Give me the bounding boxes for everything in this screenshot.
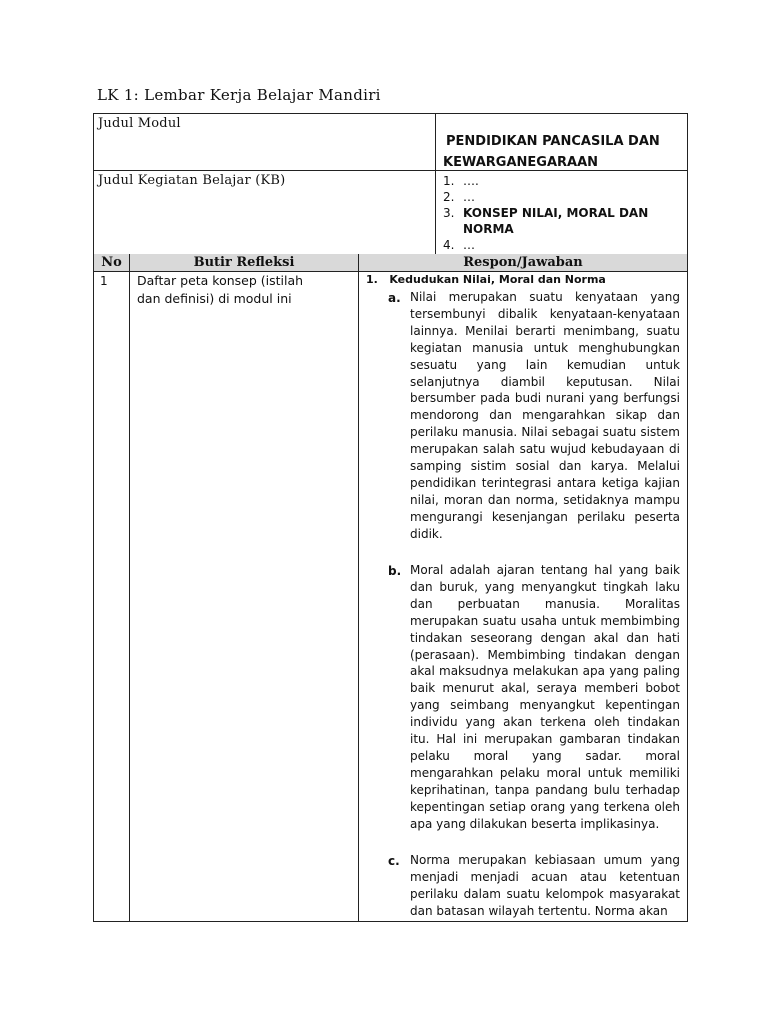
- col-header-item: Butir Refleksi: [193, 255, 295, 270]
- col-divider-item: [358, 254, 359, 922]
- row1-item-line2: dan definisi) di modul ini: [137, 291, 292, 306]
- col-divider-no: [129, 254, 130, 922]
- kb-item-4: 4. …: [443, 238, 475, 252]
- table-border-left: [93, 113, 94, 922]
- row1-item-line1: Daftar peta konsep (istilah: [137, 273, 304, 288]
- point-b-letter: b.: [388, 564, 402, 578]
- kb-label: Judul Kegiatan Belajar (KB): [98, 173, 286, 188]
- point-b-text: Moral adalah ajaran tentang hal yang baik dan buruk, yang menyangkut tingkah laku dan perbuatan manusia. Moralitas merupakan suatu usaha untuk membimbing tindakan seseorang dengan akal dan hati (perasaan). Membimbing tindakan dengan akal maksudnya melakukan apa yang paling baik menurut akal, seraya memberi bobot yang seimbang menyangkut kepentingan individu yang akan terkena oleh tindakan itu. Hal ini merupakan gambaran tindakan pelaku moral yang sadar. moral mengarahkan pelaku moral untuk memiliki keprihatinan, tanpa pandang bulu terhadap kepentingan setiap orang yang terkena oleh apa yang dilakukan beserta implikasinya.: [410, 563, 680, 831]
- module-label: Judul Modul: [98, 116, 181, 131]
- kb-item-3-cont: NORMA: [463, 222, 514, 236]
- table-border-top: [93, 113, 688, 114]
- module-value-line2: KEWARGANEGARAAN: [443, 155, 599, 170]
- page-title: LK 1: Lembar Kerja Belajar Mandiri: [97, 86, 381, 104]
- col-header-no: No: [101, 255, 122, 270]
- header-divider-vertical: [435, 113, 436, 254]
- point-a-text: Nilai merupakan suatu kenyataan yang tersembunyi dibalik kenyataan-kenyataan lainnya. Menilai berarti menimbang, suatu kegiatan manusia untuk menghubungkan sesuatu yang lain kemudian untuk selanjutnya diambil keputusan. Nilai bersumber pada budi nurani yang berfungsi mendorong dan mengarahkan sikap dan perilaku manusia. Nilai sebagai suatu sistem merupakan salah satu wujud kebudayaan di samping sistim sosial dan karya. Melalui pendidikan terintegrasi antara ketiga kajian nilai, moran dan norma, setidaknya mampu mengurangi kesenjangan perilaku peserta didik.: [410, 290, 680, 541]
- point-a-letter: a.: [388, 291, 401, 305]
- section-title: 1. Kedudukan Nilai, Moral dan Norma: [366, 273, 606, 286]
- header-row-divider: [93, 170, 688, 171]
- row1-no: 1: [100, 274, 108, 288]
- col-header-response: Respon/Jawaban: [463, 255, 583, 270]
- kb-item-1: 1. ….: [443, 174, 479, 188]
- point-c-text: Norma merupakan kebiasaan umum yang menjadi menjadi acuan atau ketentuan perilaku dalam suatu kelompok masyarakat dan batasan wilayah tertentu. Norma akan: [410, 853, 680, 918]
- kb-item-2: 2. …: [443, 190, 475, 204]
- module-value-line1: PENDIDIKAN PANCASILA DAN: [446, 134, 660, 149]
- table-border-right: [687, 113, 688, 922]
- kb-item-3: 3. KONSEP NILAI, MORAL DAN: [443, 206, 649, 220]
- columns-header-bottom: [93, 271, 688, 272]
- table-border-bottom: [93, 921, 688, 922]
- point-c-letter: c.: [388, 854, 400, 868]
